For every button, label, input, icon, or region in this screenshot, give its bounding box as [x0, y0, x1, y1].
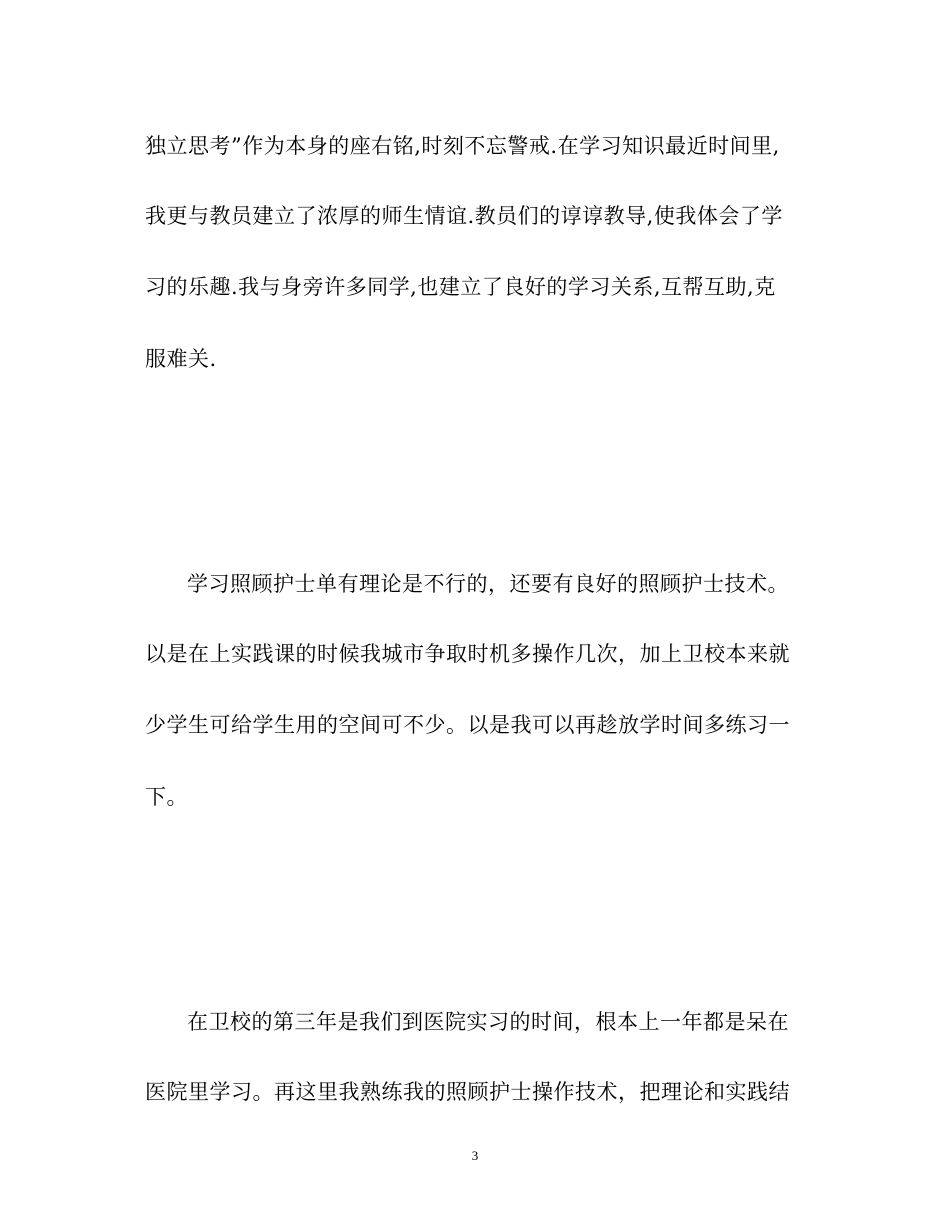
paragraph-line: 下。: [145, 785, 188, 809]
paragraph-line: 习的乐趣.我与身旁许多同学,也建立了良好的学习关系,互帮互助,克: [145, 275, 776, 299]
paragraph-line: 服难关.: [145, 347, 217, 371]
paragraph-line: 少学生可给学生用的空间可不少。以是我可以再趁放学时间多练习一: [145, 713, 790, 737]
paragraph-line: 以是在上实践课的时候我城市争取时机多操作几次，加上卫校本来就: [145, 642, 790, 666]
paragraph-line: 独立思考”作为本身的座右铭,时刻不忘警戒.在学习知识最近时间里,: [145, 134, 780, 158]
page-number: 3: [471, 1148, 479, 1163]
paragraph-line: 在卫校的第三年是我们到医院实习的时间，根本上一年都是呆在: [187, 1010, 789, 1034]
paragraph-line: 学习照顾护士单有理论是不行的，还要有良好的照顾护士技术。: [187, 572, 789, 596]
paragraph-line: 我更与教员建立了浓厚的师生情谊.教员们的谆谆教导,使我体会了学: [145, 204, 783, 228]
paragraph-line: 医院里学习。再这里我熟练我的照顾护士操作技术，把理论和实践结: [145, 1080, 790, 1104]
